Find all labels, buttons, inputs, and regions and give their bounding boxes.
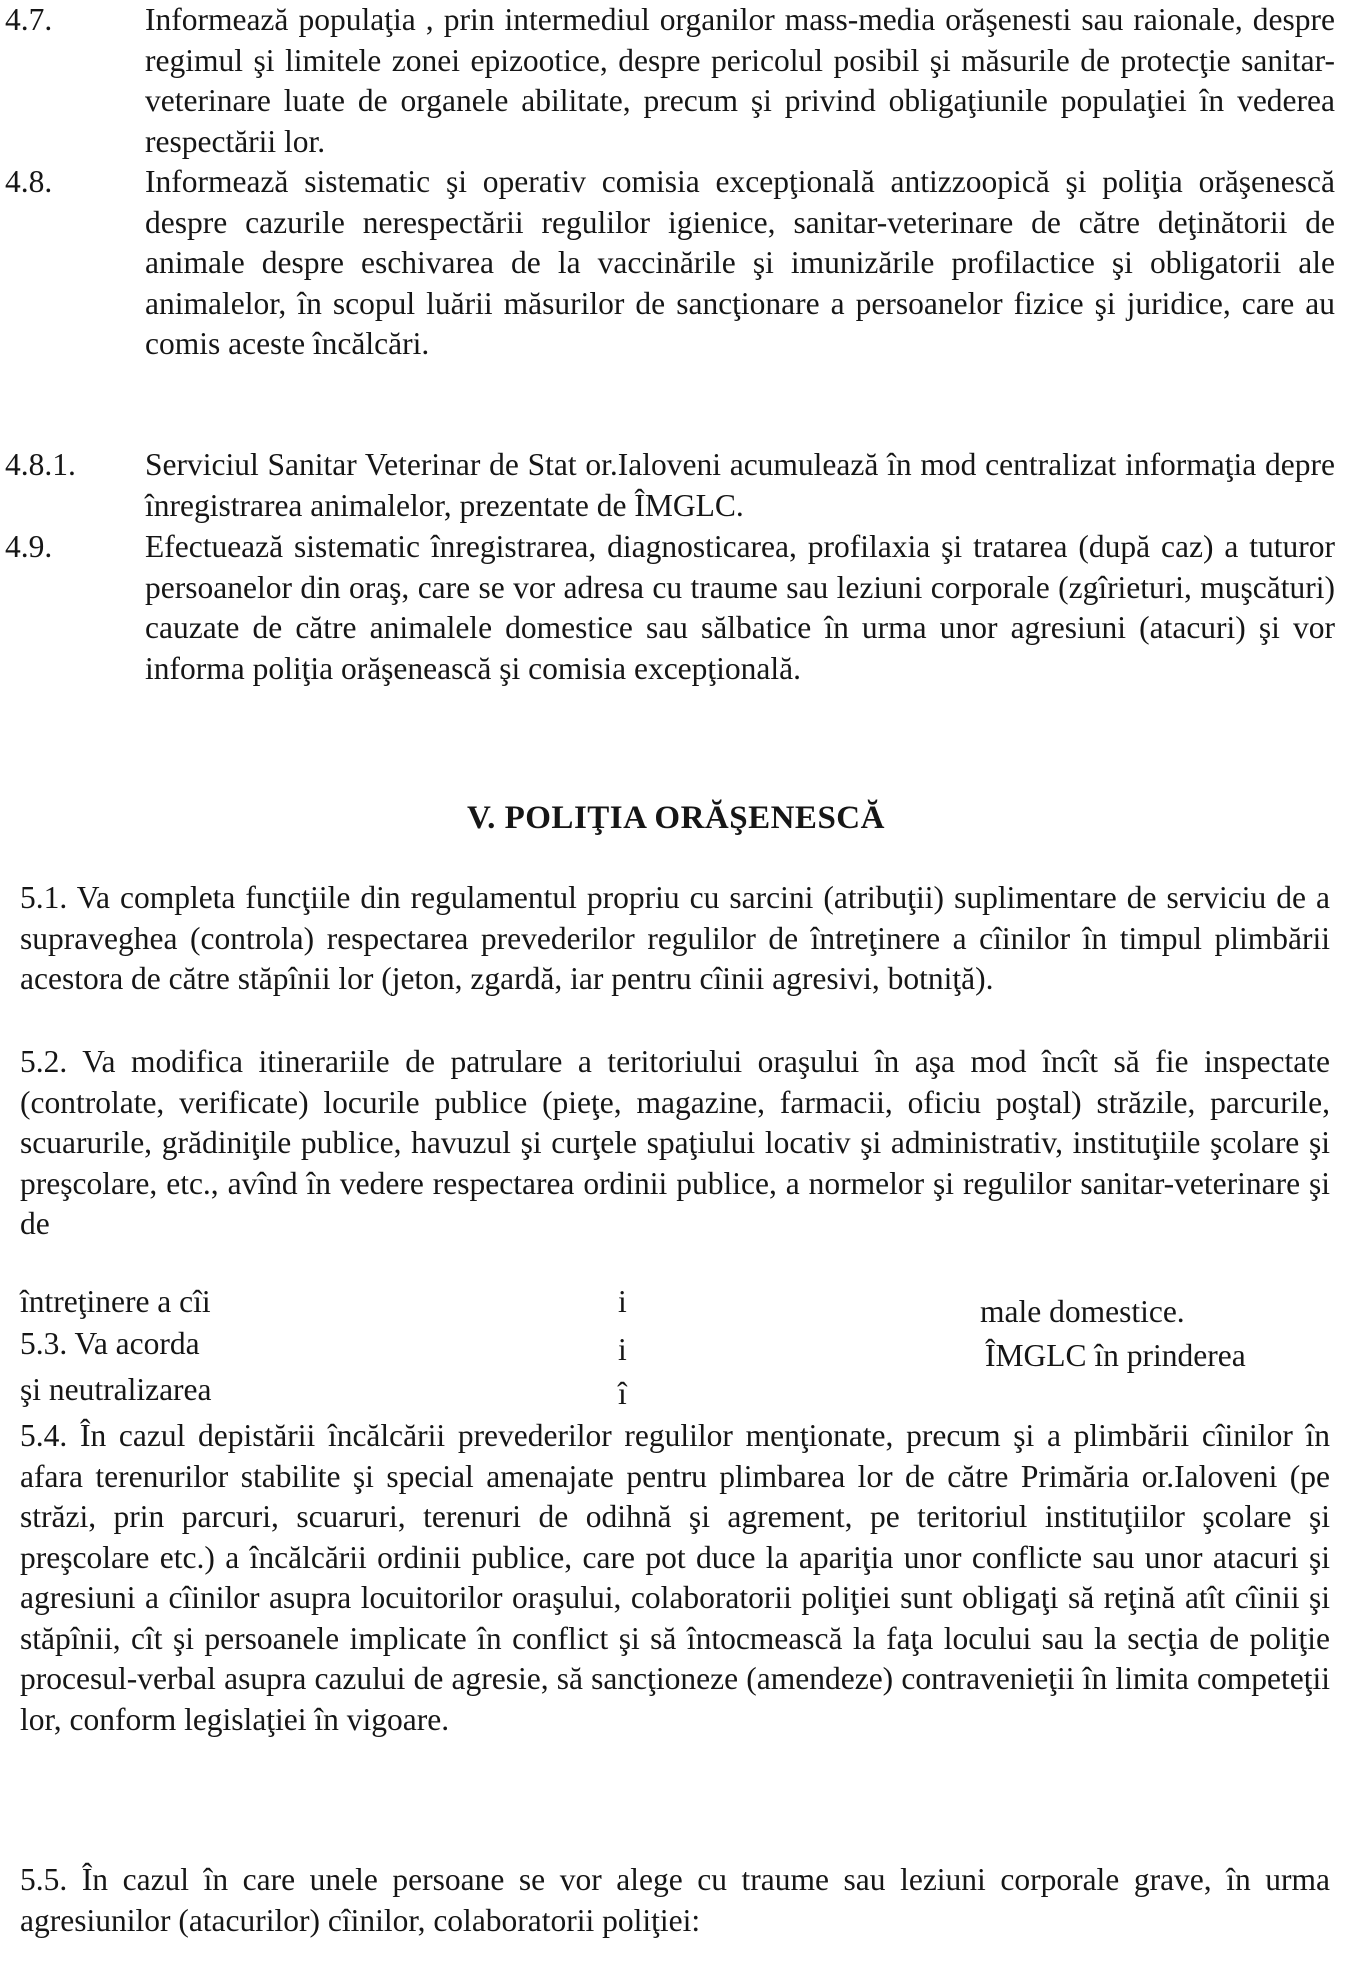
paragraph-text: Informează sistematic şi operativ comisia excepţională antizzoopică şi poliţia orăşenescă despre cazurile nerespectării regulilor igienice, sanitar-veterinare de către deţinătorii de animale despre eschivarea de la vaccinările şi imunizările profilactice şi obligatorii ale animalelor, în scopul luării măsurilor de sancţionare a persoanelor fizice şi juridice, care au comis aceste încălcări. xyxy=(145,164,1335,361)
paragraph-text: În cazul depistării încălcării prevederilor regulilor menţionate, precum şi a plimbării cîinilor în afara terenurilor stabilite şi special amenajate pentru plimbarea lor de către Primăria or.Ialoveni (pe străzi, prin parcuri, scuaruri, terenuri de odihnă şi agrement, pe teritoriul instituţiilor şcolare şi preşcolare etc.) a încălcării ordinii publice, care pot duce la apariţia unor conflicte sau unor atacuri şi agresiuni a cîinilor asupra locuitorilor oraşului, colaboratorii poliţiei sunt obligaţi să reţină atît cîinii şi stăpînii, cît şi persoanele implicate în conflict şi să întocmească la faţa locului sau la secţia de poliţie procesul-verbal asupra cazului de agresie, să sancţioneze (amendeze) contravenieţii în limita competeţii lor, conform legislaţiei în vigoare. xyxy=(20,1418,1331,1737)
paragraph-number: 5.2. xyxy=(20,1044,68,1079)
fragment-line3-mid: î xyxy=(618,1376,627,1411)
paragraph-5-4 xyxy=(20,1416,1330,1740)
paragraph-number: 5.5. xyxy=(20,1862,68,1897)
paragraph-text: În cazul în care unele persoane se vor alege cu traume sau leziuni corporale grave, în urma agresiunilor (atacurilor) cîinilor, colaboratorii poliţiei: xyxy=(20,1862,1331,1938)
fragment-line1-right: male domestice. xyxy=(980,1294,1185,1329)
paragraph-text: Serviciul Sanitar Veterinar de Stat or.Ialoveni acumulează în mod centralizat informaţia depre înregistrarea animalelor, prezentate de ÎMGLC. xyxy=(145,447,1335,523)
fragment-line1-mid: i xyxy=(618,1284,627,1319)
paragraph-4-7 xyxy=(5,0,1335,162)
paragraph-text: Efectuează sistematic înregistrarea, diagnosticarea, profilaxia şi tratarea (după caz) a tuturor persoanelor din oraş, care se vor adresa cu traume sau leziuni corporale (zgîrieturi, muşcături) cauzate de către animalele domestice sau sălbatice în urma unor agresiuni (atacuri) şi vor informa poliţia orăşenească şi comisia excepţională. xyxy=(145,529,1335,686)
paragraph-4-8 xyxy=(5,162,1335,365)
fragment-line2-mid: i xyxy=(618,1332,627,1367)
paragraph-number: 4.8. xyxy=(5,164,53,199)
paragraph-number: 4.7. xyxy=(5,2,53,37)
paragraph-number: 4.8.1. xyxy=(5,447,76,482)
paragraph-text: Va completa funcţiile din regulamentul propriu cu sarcini (atribuţii) suplimentare de serviciu de a supraveghea (controla) respectarea prevederilor regulilor de întreţinere a cîinilor în timpul plimbării acestora de către stăpînii lor (jeton, zgardă, iar pentru cîinii agresivi, botniţă). xyxy=(20,880,1330,996)
fragment-line2-left: 5.3. Va acorda xyxy=(20,1326,200,1361)
paragraph-5-5 xyxy=(20,1860,1330,1941)
paragraph-number: 5.1. xyxy=(20,880,68,915)
paragraph-4-8-1 xyxy=(5,445,1335,526)
paragraph-number: 4.9. xyxy=(5,529,53,564)
paragraph-4-9 xyxy=(5,527,1335,689)
paragraph-text: Va modifica itinerariile de patrulare a teritoriului oraşului în aşa mod încît să fie inspectate (controlate, verificate) locurile publice (pieţe, magazine, farmacii, oficiu poştal) străzile, parcurile, scuarurile, grădiniţile publice, havuzul şi curţele spaţiului locativ şi administrativ, instituţiile şcolare şi preşcolare, etc., avînd în vedere respectarea ordinii publice, a normelor şi regulilor sanitar-veterinare şi de xyxy=(20,1044,1330,1241)
section-heading: V. POLIŢIA ORĂŞENESCĂ xyxy=(467,800,885,836)
paragraph-5-2 xyxy=(20,1042,1330,1245)
paragraph-number: 5.4. xyxy=(20,1418,68,1453)
fragment-line3-left: şi neutralizarea xyxy=(20,1372,212,1407)
fragment-line2-right: ÎMGLC în prinderea xyxy=(985,1338,1246,1373)
paragraph-5-1 xyxy=(20,878,1330,1000)
fragment-line1-left: întreţinere a cîi xyxy=(20,1284,211,1319)
paragraph-text: Informează populaţia , prin intermediul organilor mass-media orăşenesti sau raionale, despre regimul şi limitele zonei epizootice, despre pericolul posibil şi măsurile de protecţie sanitar-veterinare luate de organele abilitate, precum şi privind obligaţiunile populaţiei în vederea respectării lor. xyxy=(145,2,1335,159)
